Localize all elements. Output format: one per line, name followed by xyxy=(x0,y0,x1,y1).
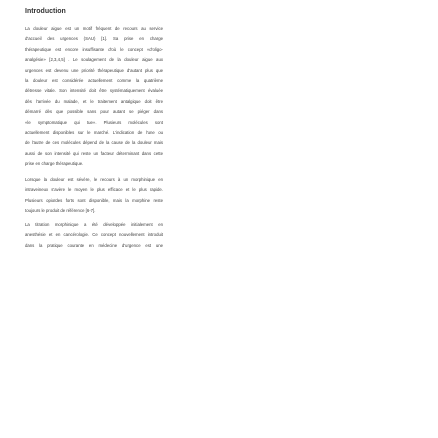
text-line: actuellement disponibles sur le marché. L'indication de l'une ou xyxy=(25,129,163,135)
section-heading: Introduction xyxy=(25,8,66,15)
text-line: de l'autre de ces molécules dépend de la cause de la douleur mais xyxy=(25,140,163,146)
text-line: thérapeutique est encore insuffisante d'où le concept «d'oligo- xyxy=(25,46,163,52)
paragraph-2 xyxy=(25,175,163,217)
text-line: la douleur est considérée actuellement comme la quatrième xyxy=(25,77,163,83)
body-text xyxy=(25,220,163,251)
text-line: La titration morphinique a été développée initialement en xyxy=(25,222,163,227)
body-text xyxy=(25,24,163,169)
text-line: Plusieurs opioïdes forts sont disponible, mais la morphine reste xyxy=(25,197,163,203)
text-line: prise en charge thérapeutique. xyxy=(25,161,84,167)
paragraph-1 xyxy=(25,24,163,169)
text-line: urgences est devenu une priorité thérapeutique d'autant plus que xyxy=(25,67,163,73)
text-line: dans la pratique courante en médecine d'urgence est une xyxy=(25,242,163,248)
paragraph-3 xyxy=(25,220,163,251)
text-line: «le symptomatique qui tue». Plusieurs molécules sont xyxy=(25,119,163,125)
text-line: détresse vitale. Son intensité doit être systématiquement évaluée xyxy=(25,88,163,94)
text-line: démarré dès que possible sans pour autant se piéger dans xyxy=(25,109,163,115)
text-line: dès l'arrivée du malade, et le traitement antalgique doit être xyxy=(25,98,163,104)
text-line: toujours le produit de référence [6-7]. xyxy=(25,208,96,214)
text-line: d'accueil des urgences (SAU) [1]. Sa prise en charge xyxy=(25,36,163,42)
text-line: analgésie» [2,3,4,5] . Le soulagement de la douleur aigue aux xyxy=(25,57,163,63)
text-line: Lorsque la douleur est sévère, le recours à un morphinique en xyxy=(25,177,163,182)
text-line: intraveineux s'avère le moyen le plus efficace et le plus rapide. xyxy=(25,187,163,193)
body-text xyxy=(25,175,163,217)
text-line: anesthésie et en cancérologie. Ce concept nouvellement introduit xyxy=(25,232,163,238)
text-line: aussi de son intensité qui reste un facteur déterminant dans cette xyxy=(25,150,163,156)
text-line: La douleur aigue est un motif fréquent de recours au service xyxy=(25,26,163,31)
